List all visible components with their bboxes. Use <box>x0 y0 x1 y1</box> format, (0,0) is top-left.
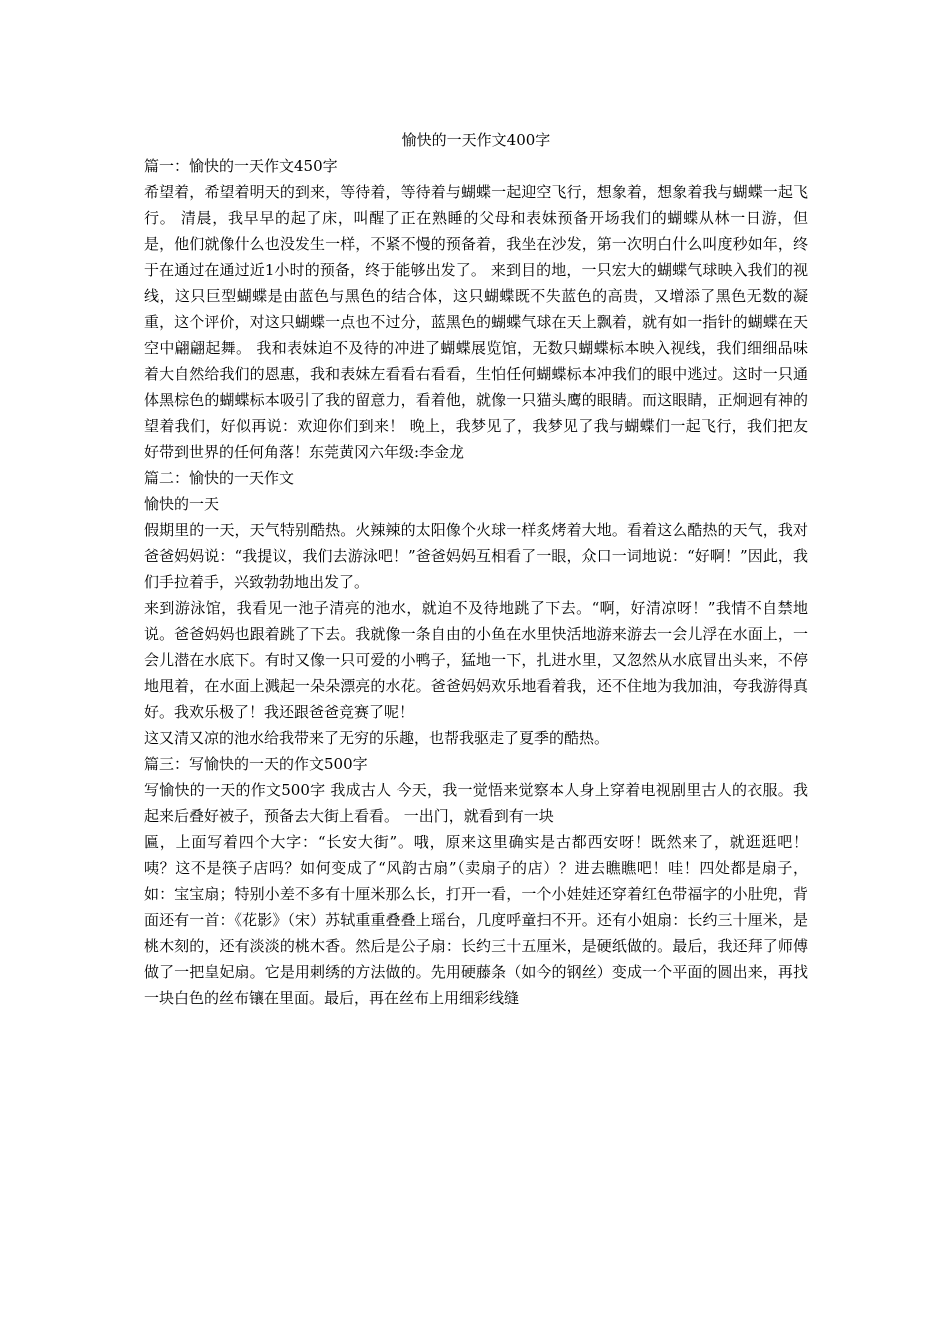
section-heading-2: 篇二：愉快的一天作文 <box>144 469 295 487</box>
body-paragraph: 写愉快的一天的作文500字 我成古人 今天，我一觉悟来觉察本人身上穿着电视剧里古人的衣服。我起来后叠好被子，预备去大街上看看。 一出门，就看到有一块 <box>144 781 808 825</box>
section-heading-1: 篇一：愉快的一天作文450字 <box>144 157 338 175</box>
body-paragraph: 这又清又凉的池水给我带来了无穷的乐趣，也帮我驱走了夏季的酷热。 <box>144 729 610 747</box>
document-page <box>144 128 808 1011</box>
section-heading-3: 篇三：写愉快的一天的作文500字 <box>144 755 368 773</box>
document-title: 愉快的一天作文400字 <box>401 131 551 149</box>
body-paragraph: 匾，上面写着四个大字：“长安大街”。哦，原来这里确实是古都西安呀！既然来了，就逛逛吧！ 咦？这不是筷子店吗？如何变成了“风韵古扇”（卖扇子的店）？进去瞧瞧吧！哇！四处都是扇子，如：宝宝扇；特别小差不多有十厘米那么长，打开一看，一个小娃娃还穿着红色带福字的小肚兜，背面还有一首：《花影》（宋）苏轼重重叠叠上瑶台，几度呼童扫不开。还有小姐扇：长约三十厘米，是桃木刻的，还有淡淡的桃木香。然后是公子扇：长约三十五厘米，是硬纸做的。最后，我还拜了师傅做了一把皇妃扇。它是用刺绣的方法做的。先用硬藤条（如今的钢丝）变成一个平面的圆出来，再找一块白色的丝布镶在里面。最后，再在丝布上用细彩线缝 <box>144 833 808 1007</box>
body-paragraph: 来到游泳馆，我看见一池子清亮的池水，就迫不及待地跳了下去。“啊，好清凉呀！”我情不自禁地说。爸爸妈妈也跟着跳了下去。我就像一条自由的小鱼在水里快活地游来游去一会儿浮在水面上，一会儿潜在水底下。有时又像一只可爱的小鸭子，猛地一下，扎进水里，又忽然从水底冒出头来，不停地甩着，在水面上溅起一朵朵漂亮的水花。爸爸妈妈欢乐地看着我，还不住地为我加油，夸我游得真好。我欢乐极了！我还跟爸爸竞赛了呢！ <box>144 599 808 721</box>
body-paragraph: 假期里的一天，天气特别酷热。火辣辣的太阳像个火球一样炙烤着大地。看着这么酷热的天气，我对爸爸妈妈说：“我提议，我们去游泳吧！”爸爸妈妈互相看了一眼，众口一词地说：“好啊！”因此，我们手拉着手，兴致勃勃地出发了。 <box>144 521 808 591</box>
body-paragraph: 希望着，希望着明天的到来，等待着，等待着与蝴蝶一起迎空飞行，想象着，想象着我与蝴蝶一起飞行。 清晨，我早早的起了床，叫醒了正在熟睡的父母和表妹预备开场我们的蝴蝶从林一日游，但是，他们就像什么也没发生一样，不紧不慢的预备着，我坐在沙发，第一次明白什么叫度秒如年，终于在通过在通过近1小时的预备，终于能够出发了。 来到目的地，一只宏大的蝴蝶气球映入我们的视线，这只巨型蝴蝶是由蓝色与黑色的结合体，这只蝴蝶既不失蓝色的高贵，又增添了黑色无数的凝重，这个评价，对这只蝴蝶一点也不过分，蓝黑色的蝴蝶气球在天上飘着，就有如一指针的蝴蝶在天空中翩翩起舞。 我和表妹迫不及待的冲进了蝴蝶展览馆，无数只蝴蝶标本映入视线，我们细细品味着大自然给我们的恩惠，我和表妹左看看右看看，生怕任何蝴蝶标本冲我们的眼中逃过。这时一只通体黑棕色的蝴蝶标本吸引了我的留意力，看着他，就像一只猫头鹰的眼睛。而这眼睛，正炯迥有神的望着我们，好似再说：欢迎你们到来！ 晚上，我梦见了，我梦见了我与蝴蝶们一起飞行，我们把友好带到世界的任何角落！东莞黄冈六年级:李金龙 <box>144 183 808 461</box>
subheading: 愉快的一天 <box>144 495 220 513</box>
